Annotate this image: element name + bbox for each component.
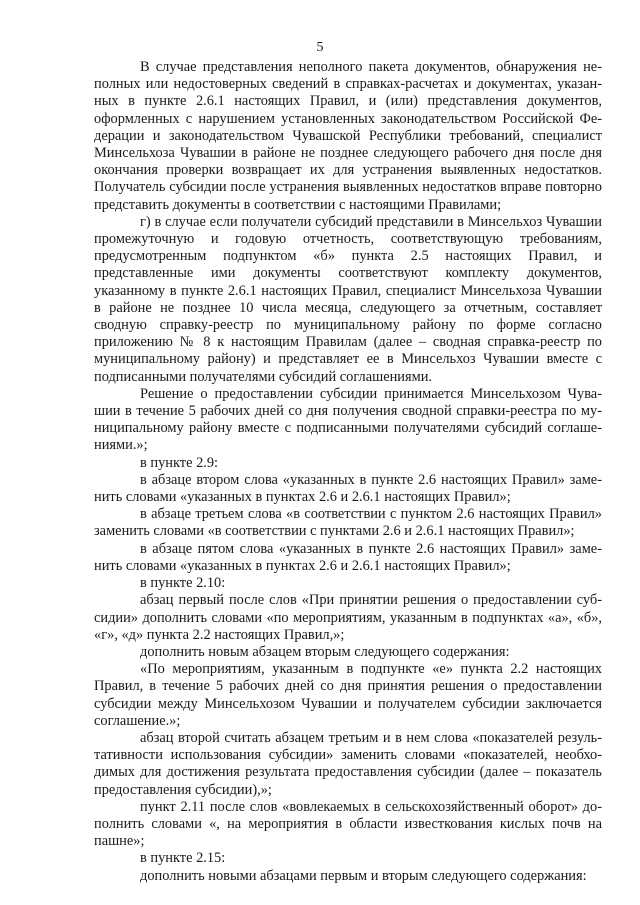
paragraph: в пункте 2.10: — [140, 575, 226, 592]
paragraph: Решение о предоставлении субсидии принимается Минсельхозом Чувашии в течение 5 рабочих дней со дня получения сводной справки-реестра по муниципальному району вместе с подписанными получателями субсидий соглашениями.»; — [94, 385, 602, 454]
paragraph: «По мероприятиям, указанным в подпункте «е» пункта 2.2 настоящих Правил, в течение 5 рабочих дней со дня принятия решения о предоставлении субсидии между Минсельхозом Чувашии и получателем субсидии заключается соглашение.»; — [94, 661, 602, 729]
body-text — [94, 59, 602, 885]
paragraph: В случае представления неполного пакета документов, обнаружения неполных или недостоверных сведений в справках-расчетах и документах, указанных в пункте 2.6.1 настоящих Правил, и (или) представления документов, оформленных с нарушением установленных законодательством Российской Федерации и законодательством Чувашской Республики требований, специалист Минсельхоза Чувашии в районе не позднее следующего рабочего дня после дня окончания проверки возвращает их для устранения выявленных недостатков. Получатель субсидии после устранения выявленных недостатков вправе повторно представить документы в соответствии с настоящими Правилами; — [94, 59, 602, 213]
paragraph: дополнить новым абзацем вторым следующего содержания: — [140, 643, 510, 660]
paragraph: в абзаце пятом слова «указанных в пункте 2.6 настоящих Правил» заменить словами «указанных в пунктах 2.6 и 2.6.1 настоящих Правил»; — [94, 540, 602, 574]
paragraph: в абзаце втором слова «указанных в пункте 2.6 настоящих Правил» заменить словами «указанных в пунктах 2.6 и 2.6.1 настоящих Правил»; — [94, 471, 602, 506]
paragraph: в абзаце третьем слова «в соответствии с пунктом 2.6 настоящих Правил» заменить словами «в соответствии с пунктами 2.6 и 2.6.1 настоящих Правил»; — [94, 506, 602, 540]
paragraph: в пункте 2.9: — [140, 454, 219, 471]
paragraph: пункт 2.11 после слов «вовлекаемых в сельскохозяйственный оборот» дополнить словами «, на мероприятия в области известкования кислых почв на пашне»; — [94, 798, 602, 850]
page-number: 5 — [316, 40, 324, 55]
paragraph: в пункте 2.15: — [140, 850, 226, 867]
paragraph: абзац второй считать абзацем третьим и в нем слова «показателей результативности использования субсидии» заменить словами «показателей, необходимых для достижения результата предоставления субсидии (далее – показатель предоставления субсидии),»; — [94, 729, 602, 798]
paragraph: г) в случае если получатели субсидий представили в Минсельхоз Чувашии промежуточную и годовую отчетность, соответствующую требованиям, предусмотренным подпунктом «б» пункта 2.5 настоящих Правил, и представленные ими документы соответствуют комплекту документов, указанному в пункте 2.6.1 настоящих Правил, специалист Минсельхоза Чувашии в районе не позднее 10 числа месяца, следующего за отчетным, составляет сводную справку-реестр по муниципальному району по форме согласно приложению № 8 к настоящим Правилам (далее – сводная справка-реестр по муниципальному району) и представляет ее в Минсельхоз Чувашии вместе с подписанными получателями субсидий соглашениями. — [94, 213, 602, 385]
paragraph: абзац первый после слов «При принятии решения о предоставлении субсидии» дополнить словами «по мероприятиям, указанным в подпунктах «а», «б», «г», «д» пункта 2.2 настоящих Правил,»; — [94, 592, 602, 643]
paragraph: дополнить новыми абзацами первым и вторым следующего содержания: — [140, 867, 587, 884]
